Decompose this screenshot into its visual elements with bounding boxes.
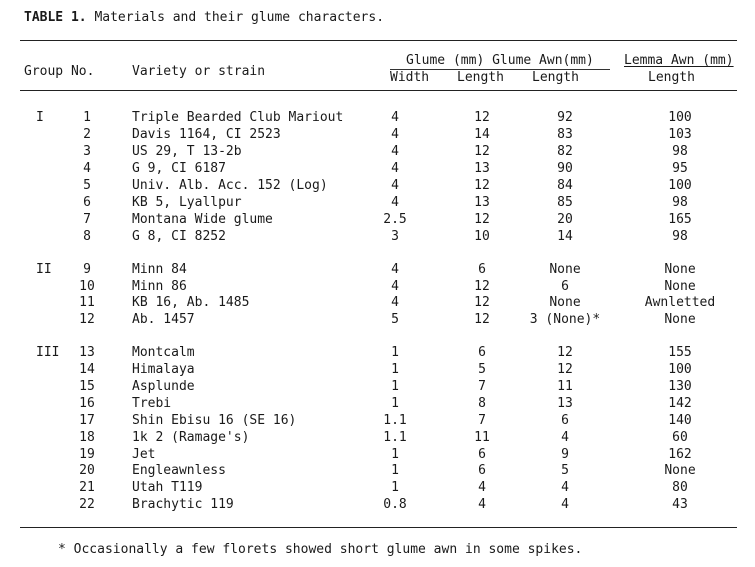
cell-variety: Montcalm [132,345,195,360]
cell-group: II [36,262,52,277]
header-lemma-length: Length [648,70,695,85]
cell-no: 14 [79,362,95,377]
cell-lemma-length: None [664,262,696,277]
cell-variety: Univ. Alb. Acc. 152 (Log) [132,178,328,193]
cell-lemma-length: 103 [668,127,692,142]
cell-awn-length: 4 [561,480,569,495]
cell-width: 5 [391,312,399,327]
cell-length: 6 [478,262,486,277]
cell-width: 4 [391,295,399,310]
cell-awn-length: 6 [561,279,569,294]
cell-lemma-length: 155 [668,345,692,360]
cell-awn-length: 92 [557,110,573,125]
cell-no: 3 [83,144,91,159]
cell-width: 1.1 [383,430,407,445]
header-awn-length: Length [532,70,579,85]
cell-length: 12 [474,212,490,227]
cell-no: 7 [83,212,91,227]
cell-group: I [36,110,44,125]
cell-lemma-length: None [664,463,696,478]
cell-length: 12 [474,279,490,294]
bottom-rule [20,527,737,528]
cell-variety: Jet [132,447,156,462]
cell-variety: Shin Ebisu 16 (SE 16) [132,413,297,428]
cell-awn-length: None [549,295,581,310]
cell-length: 12 [474,178,490,193]
table-caption [24,10,384,25]
cell-no: 5 [83,178,91,193]
cell-lemma-length: 98 [672,195,688,210]
cell-awn-length: 13 [557,396,573,411]
cell-lemma-length: 142 [668,396,692,411]
cell-variety: Davis 1164, CI 2523 [132,127,281,142]
cell-awn-length: 11 [557,379,573,394]
cell-length: 4 [478,480,486,495]
header-group-no: Group No. [24,64,95,79]
cell-lemma-length: 162 [668,447,692,462]
cell-variety: Utah T119 [132,480,203,495]
cell-awn-length: 9 [561,447,569,462]
cell-width: 3 [391,229,399,244]
cell-width: 4 [391,110,399,125]
cell-no: 18 [79,430,95,445]
cell-lemma-length: 140 [668,413,692,428]
cell-awn-length: 3 (None)* [529,312,601,327]
cell-no: 10 [79,279,95,294]
top-rule [20,40,737,41]
cell-lemma-length: 100 [668,362,692,377]
cell-length: 12 [474,295,490,310]
cell-no: 2 [83,127,91,142]
cell-width: 1 [391,379,399,394]
header-variety: Variety or strain [132,64,266,79]
cell-length: 6 [478,447,486,462]
cell-variety: G 8, CI 8252 [132,229,226,244]
cell-variety: Triple Bearded Club Mariout [132,110,344,125]
cell-awn-length: 4 [561,430,569,445]
header-lemma-group: Lemma Awn (mm) [624,53,734,68]
cell-awn-length: 5 [561,463,569,478]
cell-variety: Trebi [132,396,172,411]
cell-variety: 1k 2 (Ramage's) [132,430,250,445]
cell-no: 9 [83,262,91,277]
cell-no: 11 [79,295,95,310]
cell-variety: Asplunde [132,379,195,394]
cell-width: 4 [391,178,399,193]
cell-length: 8 [478,396,486,411]
cell-awn-length: None [549,262,581,277]
cell-variety: Minn 86 [132,279,187,294]
header-width: Width [390,70,430,85]
cell-width: 4 [391,161,399,176]
cell-lemma-length: 98 [672,144,688,159]
cell-variety: Himalaya [132,362,195,377]
cell-lemma-length: 100 [668,110,692,125]
cell-width: 1 [391,463,399,478]
cell-length: 6 [478,463,486,478]
cell-variety: US 29, T 13-2b [132,144,242,159]
cell-awn-length: 83 [557,127,573,142]
cell-lemma-length: 60 [672,430,688,445]
cell-variety: Ab. 1457 [132,312,195,327]
cell-width: 1 [391,447,399,462]
cell-length: 12 [474,312,490,327]
cell-variety: KB 5, Lyallpur [132,195,242,210]
cell-no: 20 [79,463,95,478]
cell-variety: Brachytic 119 [132,497,234,512]
cell-no: 17 [79,413,95,428]
cell-width: 4 [391,262,399,277]
cell-variety: G 9, CI 6187 [132,161,226,176]
cell-lemma-length: None [664,279,696,294]
cell-variety: Montana Wide glume [132,212,273,227]
cell-awn-length: 12 [557,345,573,360]
cell-lemma-length: 130 [668,379,692,394]
cell-length: 13 [474,195,490,210]
cell-width: 2.5 [383,212,407,227]
cell-no: 6 [83,195,91,210]
cell-lemma-length: 165 [668,212,692,227]
cell-length: 7 [478,413,486,428]
cell-length: 12 [474,110,490,125]
cell-no: 21 [79,480,95,495]
cell-no: 8 [83,229,91,244]
cell-awn-length: 4 [561,497,569,512]
cell-length: 14 [474,127,490,142]
cell-width: 1.1 [383,413,407,428]
cell-length: 13 [474,161,490,176]
cell-awn-length: 12 [557,362,573,377]
cell-width: 1 [391,480,399,495]
cell-width: 1 [391,345,399,360]
cell-width: 1 [391,396,399,411]
cell-no: 16 [79,396,95,411]
cell-no: 13 [79,345,95,360]
cell-lemma-length: None [664,312,696,327]
cell-variety: Engleawnless [132,463,226,478]
cell-width: 4 [391,279,399,294]
cell-length: 11 [474,430,490,445]
cell-group: III [36,345,60,360]
footnote: * Occasionally a few florets showed short glume awn in some spikes. [58,542,583,557]
cell-length: 7 [478,379,486,394]
cell-awn-length: 85 [557,195,573,210]
cell-width: 1 [391,362,399,377]
cell-lemma-length: 100 [668,178,692,193]
cell-awn-length: 82 [557,144,573,159]
cell-awn-length: 84 [557,178,573,193]
cell-width: 4 [391,127,399,142]
cell-width: 4 [391,195,399,210]
cell-awn-length: 6 [561,413,569,428]
cell-length: 5 [478,362,486,377]
cell-width: 0.8 [383,497,407,512]
cell-lemma-length: Awnletted [644,295,716,310]
cell-no: 12 [79,312,95,327]
cell-no: 22 [79,497,95,512]
cell-length: 12 [474,144,490,159]
cell-no: 19 [79,447,95,462]
cell-width: 4 [391,144,399,159]
cell-awn-length: 90 [557,161,573,176]
cell-lemma-length: 80 [672,480,688,495]
cell-lemma-length: 98 [672,229,688,244]
cell-lemma-length: 95 [672,161,688,176]
cell-length: 10 [474,229,490,244]
header-glume-group: Glume (mm) Glume Awn(mm) [406,53,594,68]
cell-length: 6 [478,345,486,360]
cell-variety: Minn 84 [132,262,187,277]
header-length: Length [457,70,504,85]
cell-awn-length: 20 [557,212,573,227]
cell-no: 1 [83,110,91,125]
table-title: Materials and their glume characters. [94,10,385,25]
cell-awn-length: 14 [557,229,573,244]
cell-length: 4 [478,497,486,512]
cell-no: 4 [83,161,91,176]
table-label: TABLE 1. [24,10,87,25]
cell-no: 15 [79,379,95,394]
header-rule [20,90,737,91]
cell-lemma-length: 43 [672,497,688,512]
cell-variety: KB 16, Ab. 1485 [132,295,250,310]
